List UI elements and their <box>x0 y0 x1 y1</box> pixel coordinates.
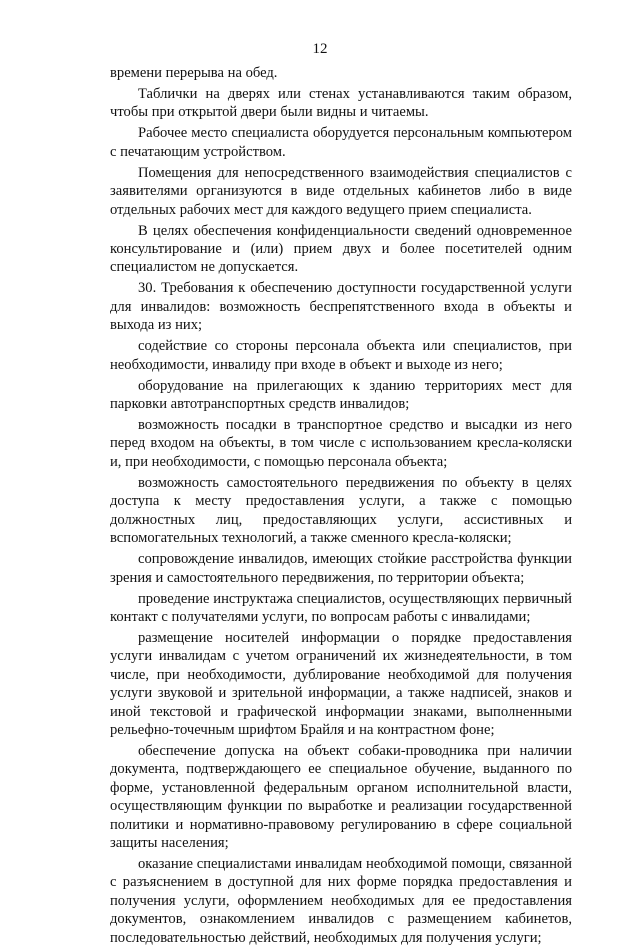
paragraph-9: возможность посадки в транспортное средство и высадки из него перед входом на объекты, в том числе с использованием кресла-коляски и, при необходимости, с помощью персонала объекта; <box>110 417 572 470</box>
paragraph-13: размещение носителей информации о порядке предоставления услуги инвалидам с учетом ограничений их жизнедеятельности, в том числе, при необходимости, дублирование необходимой для получения услуги звуковой и зрительной информации, а также надписей, знаков и иной текстовой и графической информации знаками, выполненными рельефно-точечным шрифтом Брайля и на контрастном фоне; <box>110 629 572 738</box>
paragraph-11: сопровождение инвалидов, имеющих стойкие расстройства функции зрения и самостоятельного передвижения, по территории объекта; <box>110 551 572 586</box>
paragraph-6: 30. Требования к обеспечению доступности государственной услуги для инвалидов: возможность беспрепятственного входа в объекты и выхода из них; <box>110 280 572 334</box>
paragraph-4: Помещения для непосредственного взаимодействия специалистов с заявителями организуются в виде отдельных кабинетов либо в виде отдельных рабочих мест для каждого ведущего прием специалиста. <box>110 164 572 218</box>
document-body <box>110 64 572 950</box>
paragraph-8: оборудование на прилегающих к зданию территориях мест для парковки автотранспортных средств инвалидов; <box>110 377 572 413</box>
paragraph-5: В целях обеспечения конфиденциальности сведений одновременное консультирование и (или) прием двух и более посетителей одним специалистом не допускается. <box>110 222 572 276</box>
paragraph-1: времени перерыва на обед. <box>110 65 278 81</box>
paragraph-10: возможность самостоятельного передвижения по объекту в целях доступа к месту предоставления услуги, а также с помощью должностных лиц, предоставляющих услуги, ассистивных и вспомогательных технологий, а также сменного кресла-коляски; <box>110 474 572 547</box>
paragraph-12: проведение инструктажа специалистов, осуществляющих первичный контакт с получателями услуги, по вопросам работы с инвалидами; <box>110 590 572 625</box>
paragraph-14: обеспечение допуска на объект собаки-проводника при наличии документа, подтверждающего ее специальное обучение, выданного по форме, установленной федеральным органом исполнительной власти, осуществляющим функции по выработке и реализации государственной политики и нормативно-правовому регулированию в сфере социальной защиты населения; <box>110 742 572 851</box>
paragraph-15: оказание специалистами инвалидам необходимой помощи, связанной с разъяснением в доступной для них форме порядка предоставления и получения услуги, оформлением необходимых для ее предоставления документов, ознакомлением инвалидов с размещением кабинетов, последовательностью действий, необходимых для получения услуги; <box>110 855 572 946</box>
paragraph-3: Рабочее место специалиста оборудуется персональным компьютером с печатающим устройством. <box>110 125 572 160</box>
page-number: 12 <box>312 41 328 57</box>
paragraph-2: Таблички на дверях или стенах устанавливаются таким образом, чтобы при открытой двери были видны и читаемы. <box>110 86 572 121</box>
paragraph-7: содействие со стороны персонала объекта или специалистов, при необходимости, инвалиду при входе в объект и выходе из него; <box>110 338 572 373</box>
